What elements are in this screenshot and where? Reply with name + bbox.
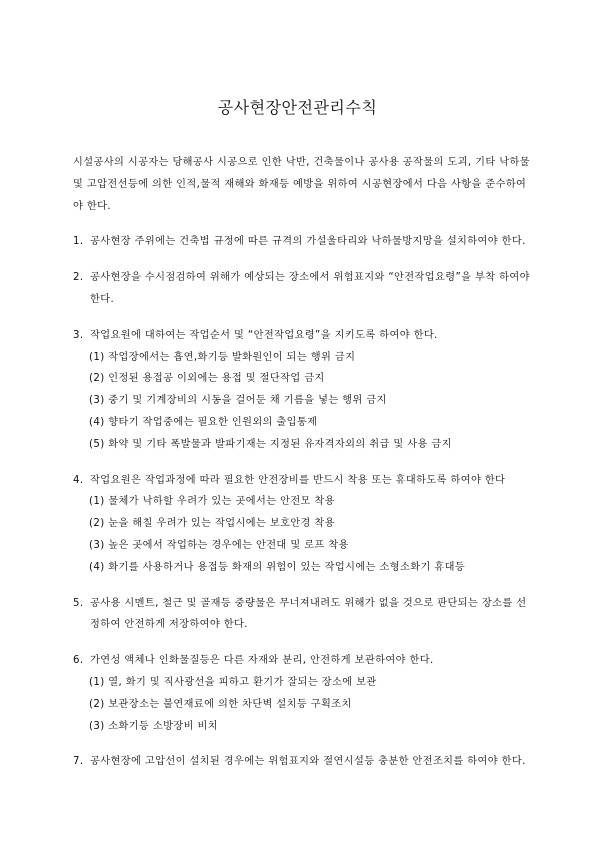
section-number: 3. <box>73 329 84 341</box>
section-number: 7. <box>73 756 84 768</box>
section-text: 작업요원은 작업과정에 따라 필요한 안전장비를 반드시 착용 또는 휴대하도록 하여야 한다 <box>90 474 506 486</box>
section-2 <box>73 267 533 311</box>
sub-item: (3) 소화기등 소방장비 비치 <box>89 720 218 732</box>
sub-item: (4) 향타기 작업중에는 필요한 인원외의 출입통제 <box>89 416 318 428</box>
section-text: 가연성 액체나 인화물질등은 다른 자재와 분리, 안전하게 보관하여야 한다. <box>90 655 434 667</box>
sub-item: (2) 눈을 해칠 우려가 있는 작업시에는 보호안경 착용 <box>89 518 335 530</box>
section-heading <box>73 470 533 492</box>
sub-item: (3) 중기 및 기계장비의 시동을 걸어둔 채 기름을 넣는 행위 금지 <box>89 395 387 407</box>
section-text: 공사현장에 고압선이 설치된 경우에는 위험표지와 절연시설등 충분한 안전조치를 하여야 한다. <box>90 756 526 768</box>
section-number: 6. <box>73 655 84 667</box>
section-3 <box>73 325 533 456</box>
section-number: 5. <box>73 597 84 609</box>
sub-item: (3) 높은 곳에서 작업하는 경우에는 안전대 및 로프 착용 <box>89 539 349 551</box>
sub-item: (5) 화약 및 기타 폭발물과 발파기재는 지정된 유자격자외의 취급 및 사용 금지 <box>89 438 452 450</box>
section-6 <box>73 650 533 737</box>
section-number: 1. <box>73 236 84 248</box>
document-body <box>73 152 533 787</box>
section-7 <box>73 751 533 773</box>
section-heading <box>73 325 533 347</box>
section-number: 2. <box>73 272 84 284</box>
section-heading <box>73 231 533 253</box>
section-1 <box>73 231 533 253</box>
section-heading <box>73 751 533 773</box>
section-heading <box>73 267 533 311</box>
sub-item: (1) 열, 화기 및 직사광선을 피하고 환기가 잘되는 장소에 보관 <box>89 676 377 688</box>
sub-item: (4) 화기를 사용하거나 용접등 화재의 위험이 있는 작업시에는 소형소화기 휴대등 <box>89 561 466 573</box>
section-heading <box>73 593 533 637</box>
section-number: 4. <box>73 474 84 486</box>
intro-paragraph: 시설공사의 시공자는 당해공사 시공으로 인한 낙반, 건축물이나 공사용 공작물의 도괴, 기타 낙하물 및 고압전선등에 의한 인적,물적 재해와 화재등 예방을 위하여 시공현장에서 다음 사항을 준수하여야 한다. <box>73 157 530 212</box>
sub-item: (2) 보관장소는 불연재료에 의한 차단벽 설치등 구획조치 <box>89 698 352 710</box>
sub-item: (1) 물체가 낙하할 우려가 있는 곳에서는 안전모 착용 <box>89 496 335 508</box>
section-text: 공사용 시멘트, 철근 및 골재등 중량물은 무너져내려도 위해가 없을 것으로 판단되는 장소를 선정하여 안전하게 저장하여야 한다. <box>90 597 527 631</box>
page-title: 공사현장안전관리수칙 <box>217 98 378 117</box>
section-heading <box>73 650 533 672</box>
section-text: 공사현장을 수시점검하여 위해가 예상되는 장소에서 위험표지와 “안전작업요령”을 부착 하여야 한다. <box>90 272 530 305</box>
sub-item: (1) 작업장에서는 흡연,화기등 발화원인이 되는 행위 금지 <box>89 351 356 363</box>
sub-item: (2) 인정된 용접공 이외에는 용접 및 절단작업 금지 <box>89 373 325 385</box>
section-4 <box>73 470 533 579</box>
section-text: 작업요원에 대하여는 작업순서 및 “안전작업요령”을 지키도록 하여야 한다. <box>90 329 438 341</box>
section-5 <box>73 593 533 637</box>
section-text: 공사현장 주위에는 건축법 규정에 따른 규격의 가설울타리와 낙하물방지망을 설치하여야 한다. <box>90 236 526 248</box>
